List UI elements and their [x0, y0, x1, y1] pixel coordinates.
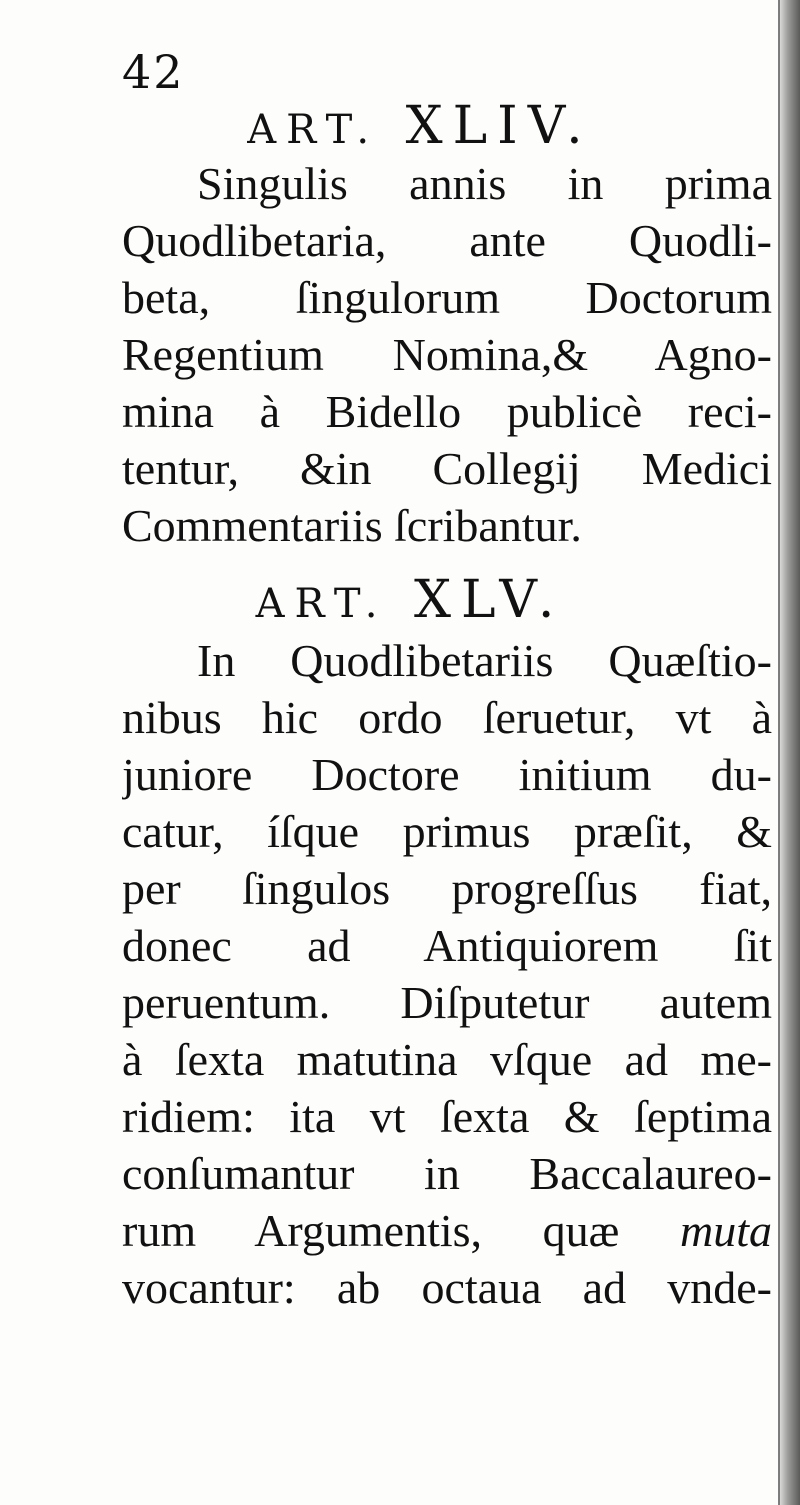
article-heading-prefix: ART. [255, 581, 388, 627]
article-heading-prefix: ART. [247, 107, 380, 153]
page-edge-shadow [778, 0, 800, 1505]
text-line: nibus hic ordo ſeruetur, vt à [122, 692, 772, 743]
text-line: Commentariis ſcribantur. [122, 500, 582, 551]
text-line: mina à Bidello publicè reci- [122, 386, 772, 437]
article-heading-xlv [0, 568, 800, 636]
text-line: per ſingulos progreſſus fiat, [122, 863, 772, 914]
text-line: In Quodlibetariis Quæſtio- [197, 635, 772, 686]
text-line: juniore Doctore initium du- [122, 749, 772, 800]
text-line: catur, íſque primus præſit, & [122, 806, 772, 857]
article-heading-numeral: XLIV. [405, 96, 593, 156]
text-line: à ſexta matutina vſque ad me- [122, 1034, 772, 1085]
article-heading-xliv [0, 94, 800, 162]
page-edge-line [778, 0, 780, 1505]
text-line: ridiem: ita vt ſexta & ſeptima [122, 1091, 772, 1142]
text-line-with-italic [122, 1202, 772, 1259]
page-number: 42 [122, 45, 185, 99]
text-line: Quodlibetaria, ante Quodli- [122, 215, 772, 266]
article-xliv-body [122, 155, 772, 554]
article-heading-numeral: XLV. [413, 570, 565, 630]
text-line: tentur, &in Collegij Medici [122, 443, 772, 494]
text-line: donec ad Antiquiorem ſit [122, 920, 772, 971]
text-line: Regentium Nomina,& Agno- [122, 329, 772, 380]
text-line: peruentum. Diſputetur autem [122, 977, 772, 1028]
text-line: beta, ſingulorum Doctorum [122, 272, 772, 323]
article-xlv-body [122, 632, 772, 1316]
italic-word: muta [680, 1205, 772, 1256]
text-line: vocantur: ab octaua ad vnde- [122, 1262, 772, 1313]
text-line-main: rum Argumentis, quæ [122, 1205, 620, 1256]
text-line: conſumantur in Baccalaureo- [122, 1148, 772, 1199]
text-line: Singulis annis in prima [197, 158, 772, 209]
